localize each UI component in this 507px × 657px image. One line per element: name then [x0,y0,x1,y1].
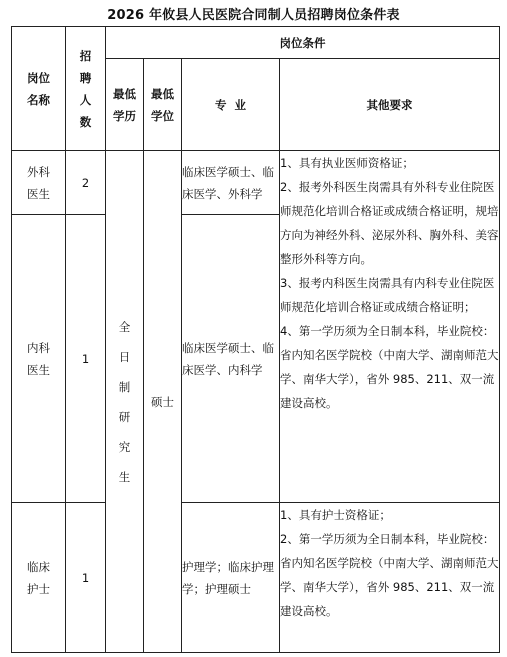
degree-cell: 硕士 [144,151,182,653]
table-row [12,503,500,653]
major-cell: 护理学；临床护理 学；护理硕士 [182,503,280,653]
header-min-degree: 最低 学位 [144,59,182,151]
other-requirements-cell: 1、具有护士资格证； 2、第一学历须为全日制本科，毕业院校：省内知名医学院校（中南大学、湖南师范大学、南华大学），省外 985、211、双一流建设高校。 [280,503,500,653]
page-title: 2026 年攸县人民医院合同制人员招聘岗位条件表 [107,8,400,23]
header-recruit-count: 招 聘 人 数 [66,27,106,151]
table-row [12,151,500,215]
recruitment-table [11,26,500,653]
education-cell: 全 日 制 研 究 生 [106,151,144,653]
position-name-cell: 外科 医生 [12,151,66,215]
recruit-count-cell: 1 [66,215,106,503]
other-requirements-cell: 1、具有执业医师资格证； 2、报考外科医生岗需具有外科专业住院医师规范化培训合格证或成绩合格证明，规培方向为神经外科、泌尿外科、胸外科、美容整形外科等方向。 3、报考内科医生岗需具有内科专业住院医师规范化培训合格证或成绩合格证明； 4、第一学历须为全日制本科，毕业院校：省内知名医学院校（中南大学、湖南师范大学、南华大学），省外 985、211、双一流建设高校。 [280,151,500,503]
major-cell: 临床医学硕士、临 床医学、外科学 [182,151,280,215]
position-name-cell: 内科 医生 [12,215,66,503]
position-name-cell: 临床 护士 [12,503,66,653]
header-position-name: 岗位 名称 [12,27,66,151]
recruit-count-cell: 1 [66,503,106,653]
header-min-education: 最低 学历 [106,59,144,151]
header-other: 其他要求 [280,59,500,151]
header-major: 专 业 [182,59,280,151]
major-cell: 临床医学硕士、临 床医学、内科学 [182,215,280,503]
header-conditions: 岗位条件 [106,27,500,59]
recruit-count-cell: 2 [66,151,106,215]
